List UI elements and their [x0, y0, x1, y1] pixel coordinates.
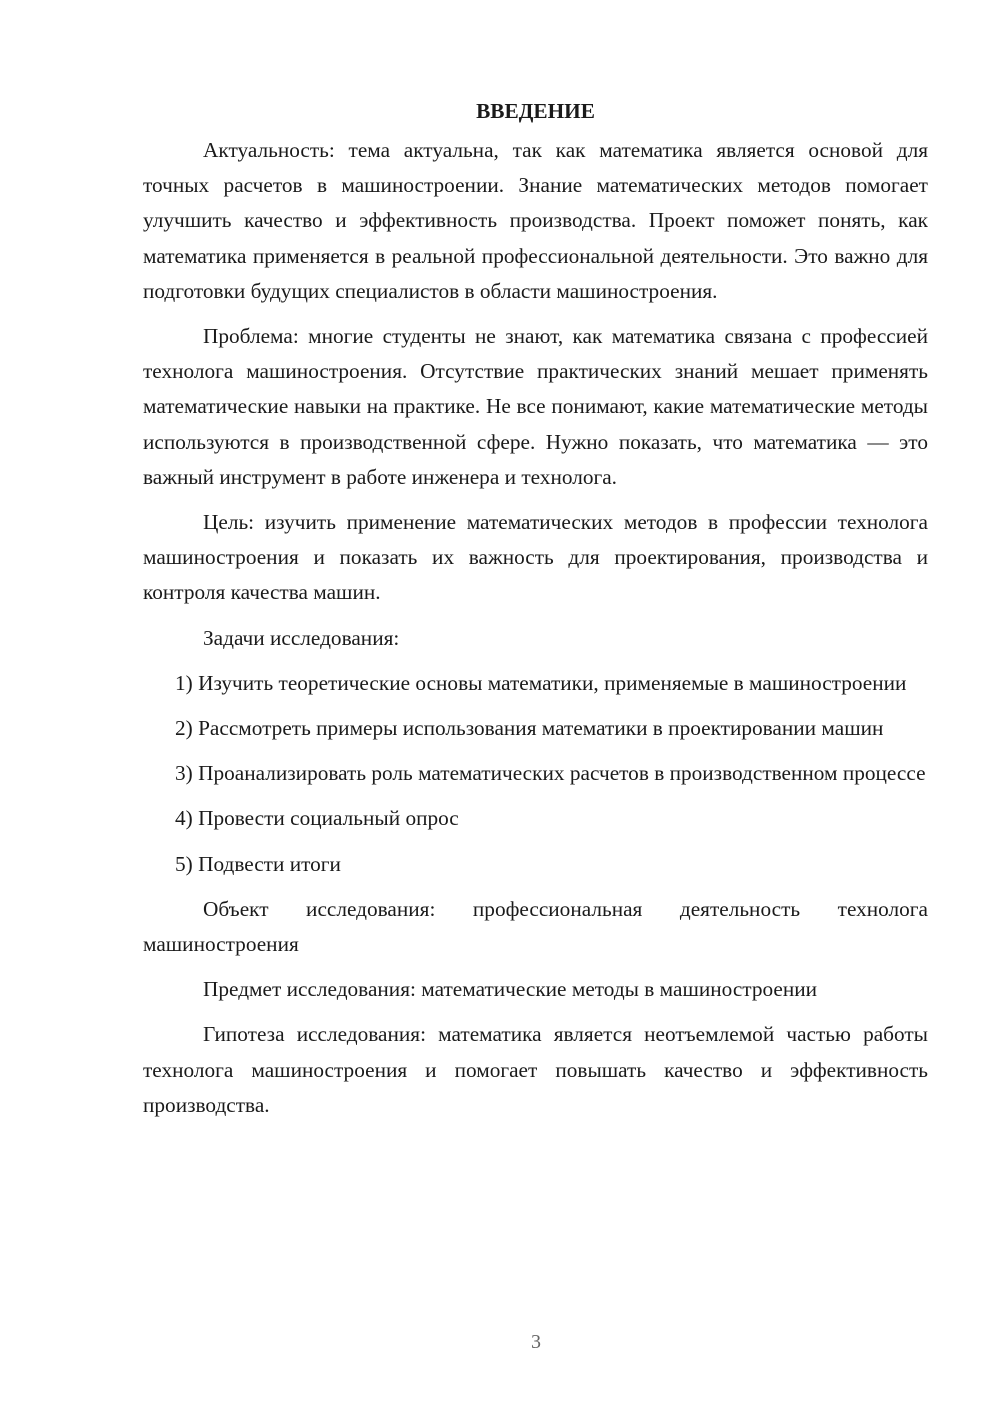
task-item-3: 3) Проанализировать роль математических расчетов в производственном процессе — [175, 761, 926, 786]
paragraph-problem: Проблема: многие студенты не знают, как математика связана с профессией технолога машиностроения. Отсутствие практических знаний мешает применять математические навыки на практике. Не все понимают, какие математические методы используются в производственной сфере. Нужно показать, что математика — это важный инструмент в работе инженера и технолога. — [143, 324, 928, 489]
task-item-5: 5) Подвести итоги — [175, 851, 341, 876]
page-number: 3 — [531, 1331, 541, 1353]
task-item-1: 1) Изучить теоретические основы математики, применяемые в машиностроении — [175, 670, 907, 695]
task-item-4: 4) Провести социальный опрос — [175, 806, 459, 831]
page-title: ВВЕДЕНИЕ — [476, 99, 595, 123]
paragraph-hypothesis: Гипотеза исследования: математика является неотъемлемой частью работы технолога машиностроения и помогает повышать качество и эффективность производства. — [143, 1022, 928, 1117]
tasks-heading: Задачи исследования: — [203, 625, 400, 650]
document-page — [143, 95, 928, 1133]
paragraph-object: Объект исследования: профессиональная деятельность технолога машиностроения — [143, 896, 928, 957]
paragraph-goal: Цель: изучить применение математических методов в профессии технолога машиностроения и показать их важность для проектирования, производства и контроля качества машин. — [143, 510, 928, 605]
paragraph-subject: Предмет исследования: математические методы в машиностроении — [203, 977, 818, 1002]
task-item-2: 2) Рассмотреть примеры использования математики в проектировании машин — [175, 716, 884, 741]
paragraph-relevance: Актуальность: тема актуальна, так как математика является основой для точных расчетов в машиностроении. Знание математических методов помогает улучшить качество и эффективность производства. Проект поможет понять, как математика применяется в реальной профессиональной деятельности. Это важно для подготовки будущих специалистов в области машиностроения. — [143, 138, 928, 303]
